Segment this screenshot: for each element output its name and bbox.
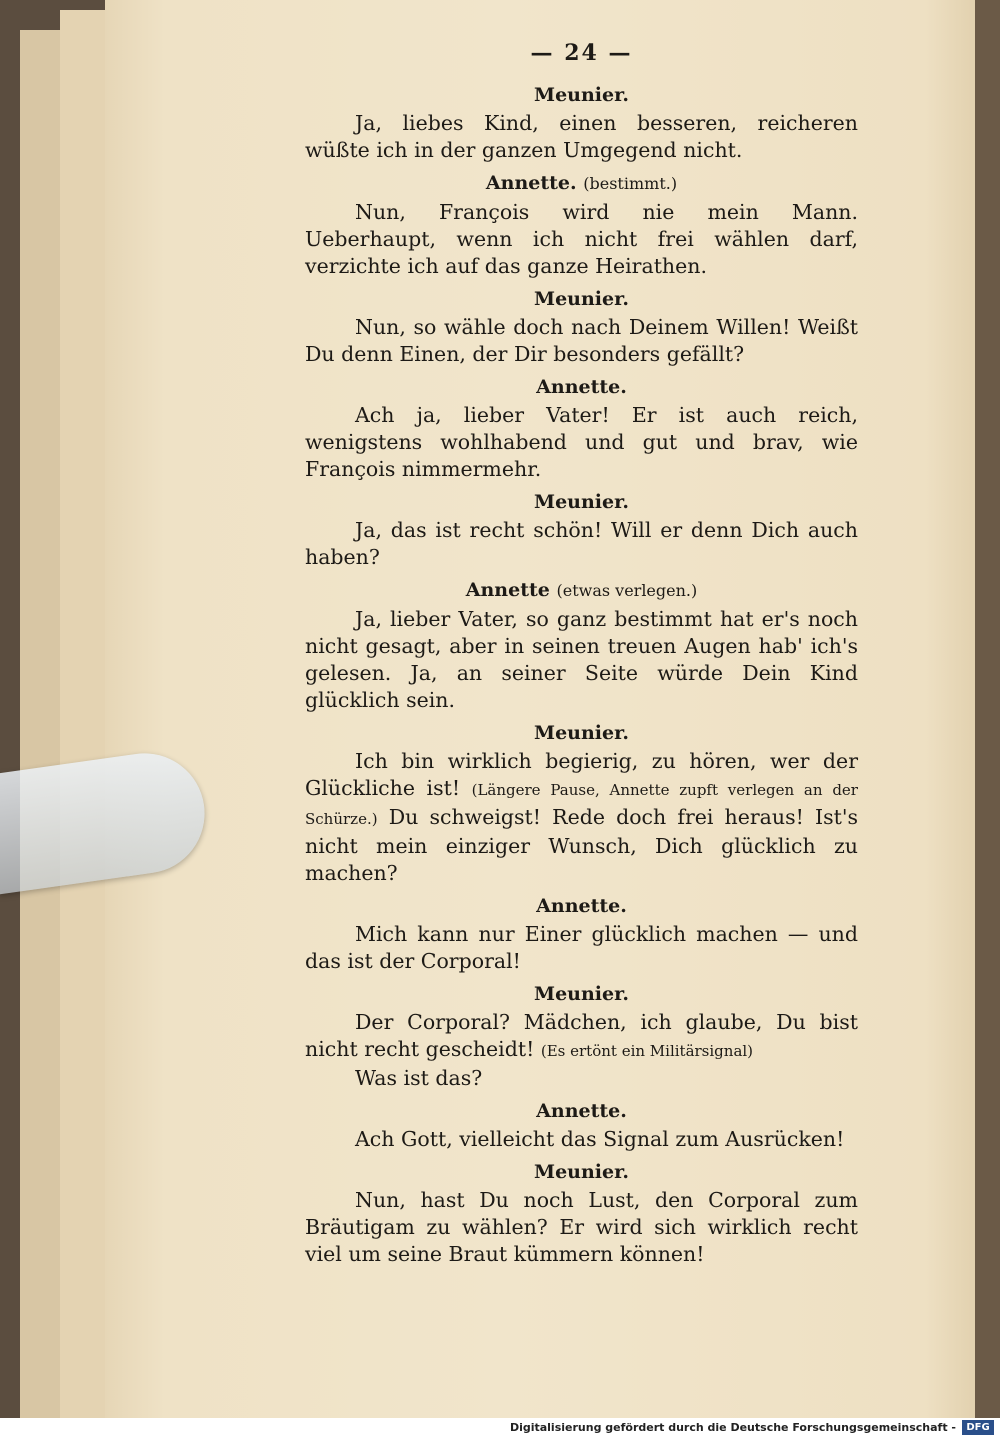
speech-text: Nun, François wird nie mein Mann. Ueberhaupt, wenn ich nicht frei wählen darf, verzichte ich auf das ganze Heirathen. [305, 200, 858, 278]
speech-line [305, 606, 858, 714]
speech-line [305, 517, 858, 571]
speaker-name [305, 981, 858, 1007]
inline-stage-direction: (Es ertönt ein Militärsignal) [540, 1042, 754, 1060]
page-number: — 24 — [530, 40, 633, 66]
stage-direction: (bestimmt.) [583, 174, 678, 193]
speaker-label: Meunier. [534, 722, 629, 744]
speaker-label: Meunier. [534, 84, 629, 106]
speaker-label: Annette. [536, 376, 627, 398]
speaker-name [305, 893, 858, 919]
speech-text: Ach ja, lieber Vater! Er ist auch reich, wenigstens wohlhabend und gut und brav, wie François nimmermehr. [305, 403, 858, 481]
speech-line [305, 1009, 858, 1065]
footer-credit: Digitalisierung gefördert durch die Deutsche Forschungsgemeinschaft - [509, 1421, 956, 1434]
speech-text: Ach Gott, vielleicht das Signal zum Ausrücken! [355, 1127, 845, 1151]
speaker-name [305, 489, 858, 515]
speaker-name [305, 1159, 858, 1185]
speech-text: Ja, lieber Vater, so ganz bestimmt hat er's noch nicht gesagt, aber in seinen treuen Augen hab' ich's gelesen. Ja, an seiner Seite würde Dein Kind glücklich sein. [305, 607, 858, 712]
speaker-name [305, 374, 858, 400]
speech-line [305, 748, 858, 887]
dfg-logo: DFG [962, 1420, 994, 1435]
speaker-label: Meunier. [534, 288, 629, 310]
page-right-edge [975, 0, 1000, 1418]
speaker-label: Meunier. [534, 983, 629, 1005]
speaker-name [305, 286, 858, 312]
speech-text: Ich bin wirklich begierig, zu hören, wer der Glückliche ist! [305, 749, 858, 800]
page-text [305, 40, 858, 1268]
speaker-label: Meunier. [534, 491, 629, 513]
speech-text: Mich kann nur Einer glücklich machen — und das ist der Corporal! [305, 922, 858, 973]
speaker-name [305, 170, 858, 197]
speech-text: Nun, hast Du noch Lust, den Corporal zum Bräutigam zu wählen? Er wird sich wirklich recht viel um seine Braut kümmern können! [305, 1188, 858, 1266]
speech-line [305, 921, 858, 975]
speaker-label: Annette. [536, 895, 627, 917]
speaker-label: Annette [465, 579, 550, 601]
speech-text: Ja, das ist recht schön! Will er denn Dich auch haben? [305, 518, 858, 569]
speech-text: Was ist das? [355, 1066, 483, 1090]
dialogue-container [305, 82, 858, 1268]
speech-line [305, 110, 858, 164]
speech-text: Der Corporal? Mädchen, ich glaube, Du bist nicht recht gescheidt! [305, 1010, 858, 1061]
speaker-name [305, 577, 858, 604]
inline-stage-direction: (Längere Pause, Annette zupft verlegen an der Schürze.) [305, 781, 858, 828]
speaker-label: Annette. [485, 172, 577, 194]
speech-line [305, 199, 858, 280]
stage-direction: (etwas verlegen.) [556, 581, 698, 600]
speaker-label: Annette. [536, 1100, 627, 1122]
speaker-name [305, 720, 858, 746]
speech-line [305, 1126, 858, 1153]
speaker-label: Meunier. [534, 1161, 629, 1183]
speech-line [305, 1065, 858, 1092]
speaker-name [305, 82, 858, 108]
speech-text: Ja, liebes Kind, einen besseren, reicheren wüßte ich in der ganzen Umgegend nicht. [305, 111, 858, 162]
speaker-name [305, 1098, 858, 1124]
speech-text-continued: Du schweigst! Rede doch frei heraus! Ist's nicht mein einziger Wunsch, Dich glücklich zu machen? [305, 805, 858, 885]
speech-text: Nun, so wähle doch nach Deinem Willen! Weißt Du denn Einen, der Dir besonders gefällt? [305, 315, 858, 366]
speech-line [305, 314, 858, 368]
speech-line [305, 402, 858, 483]
speech-line [305, 1187, 858, 1268]
